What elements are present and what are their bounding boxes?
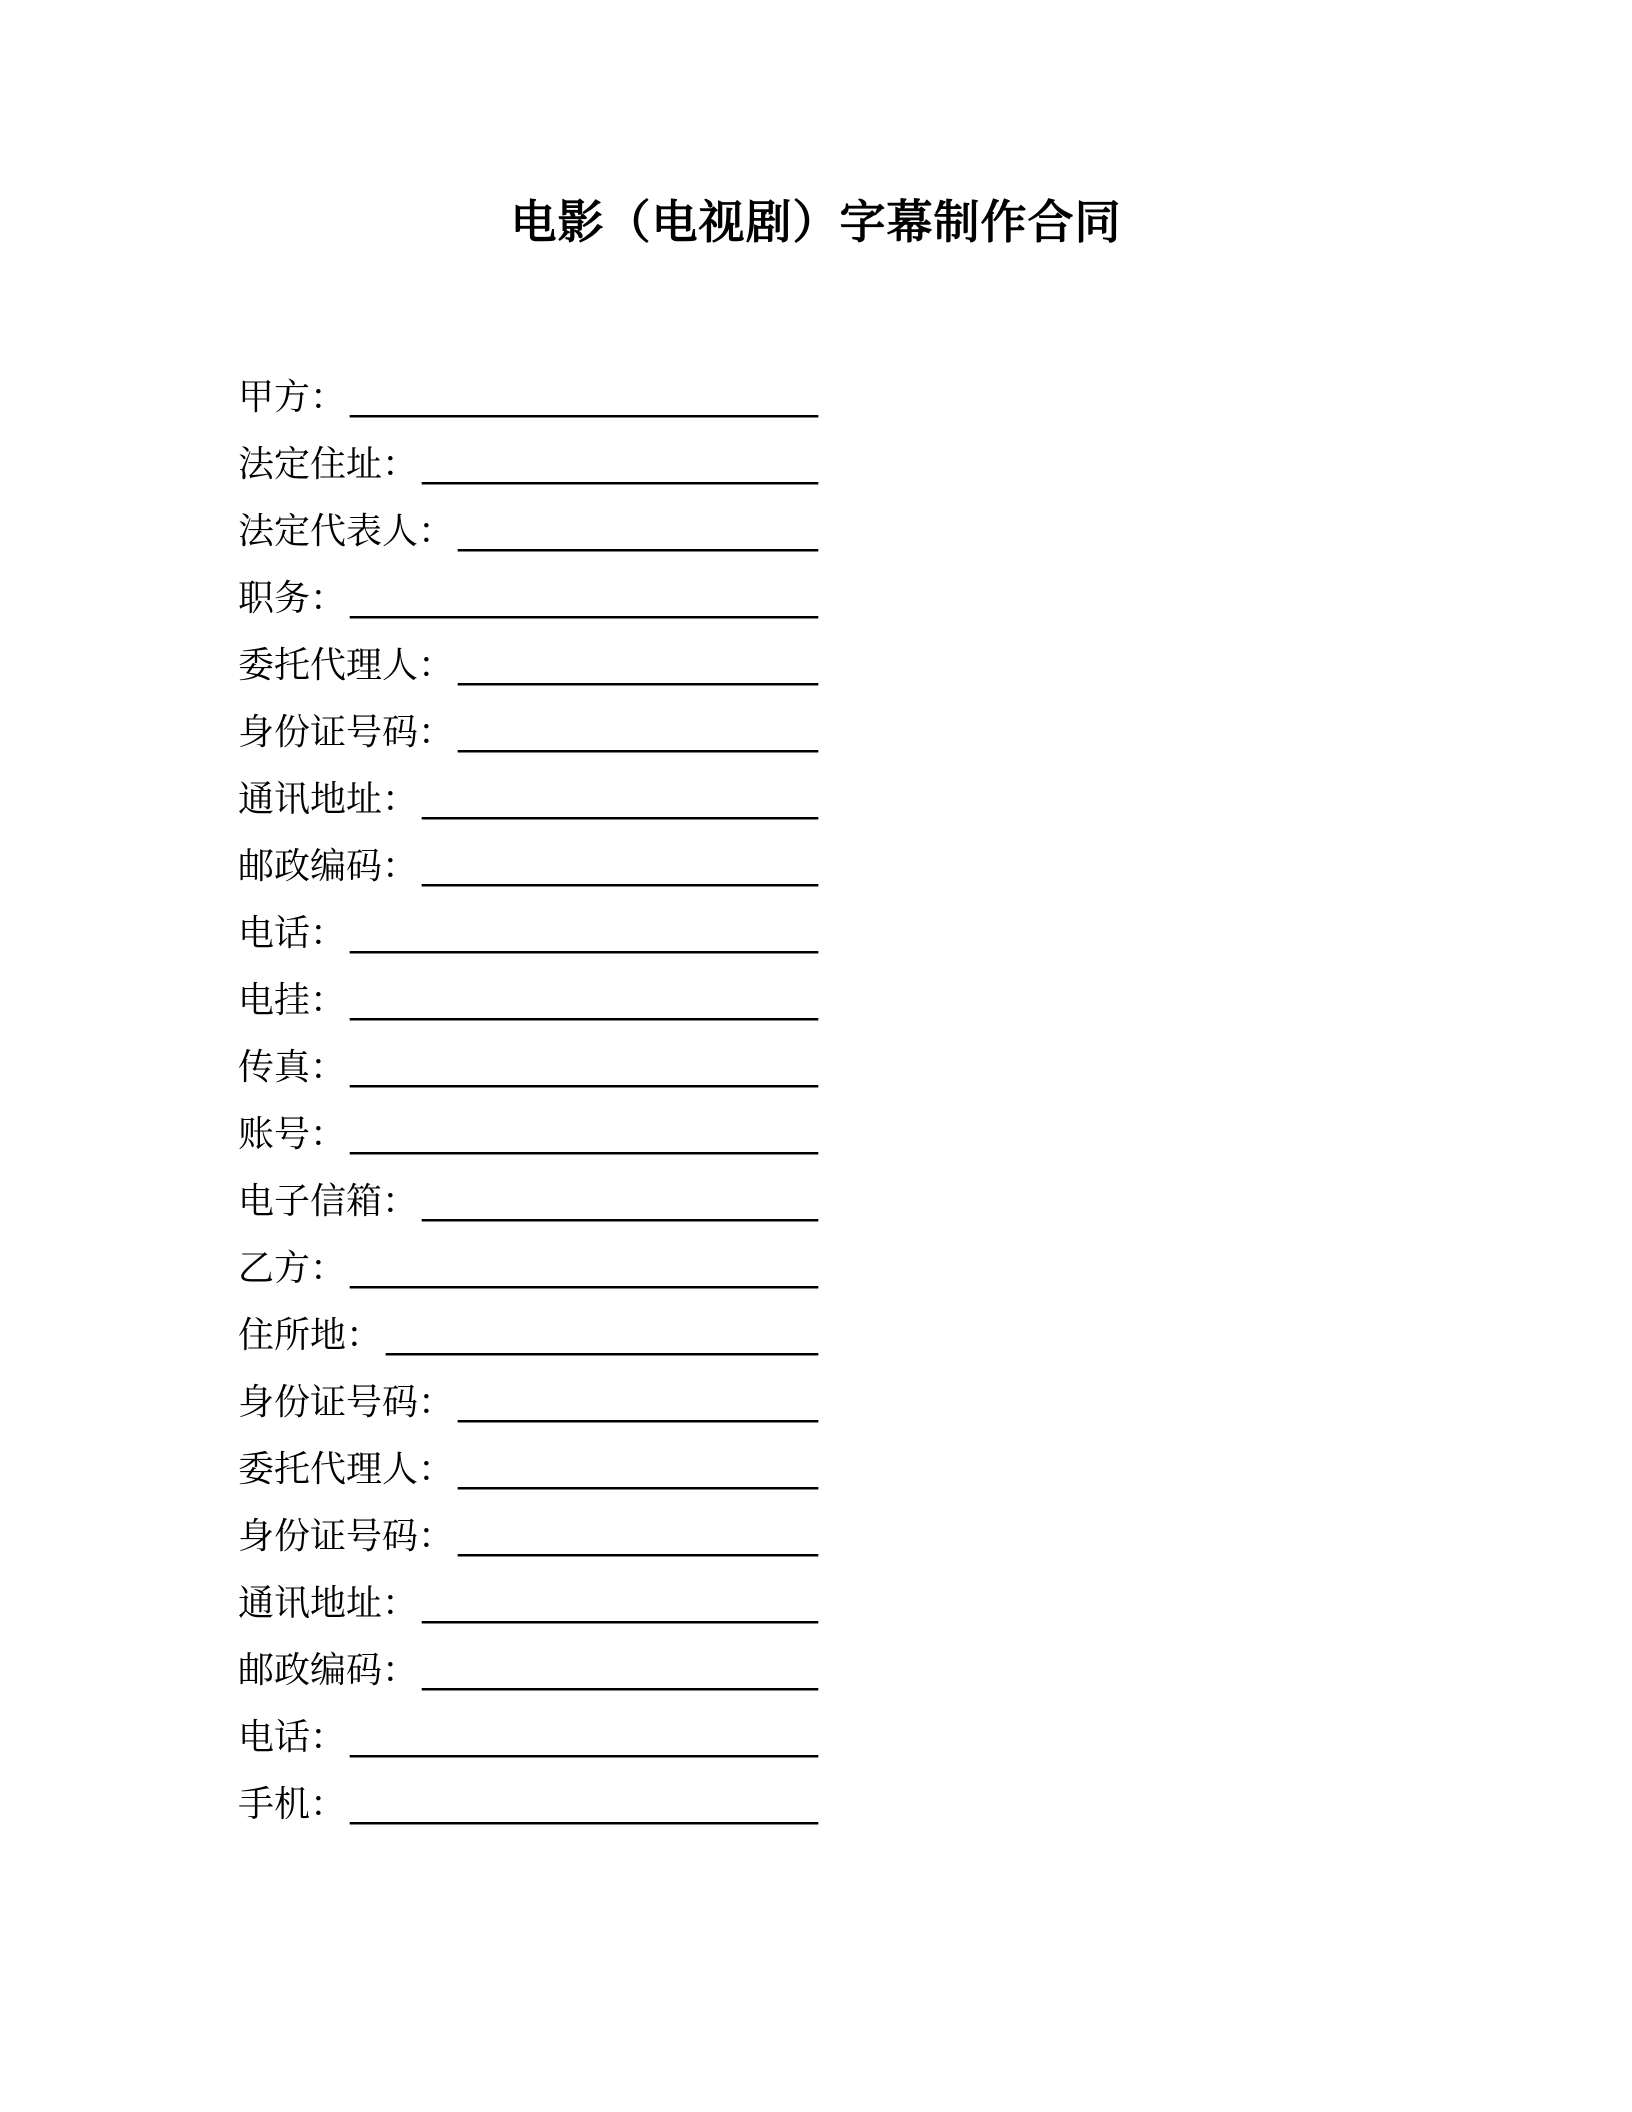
fill-in-blank: __________________________ (350, 1783, 819, 1825)
field-label: 法定代表人： (238, 510, 455, 552)
fill-in-blank: ____________________ (458, 644, 819, 686)
field-label: 电话： (238, 1716, 347, 1758)
field-party-b (238, 1235, 1138, 1302)
field-label: 邮政编码： (238, 845, 419, 887)
field-postal-code (238, 1637, 1138, 1704)
document-title: 电影（电视剧）字幕制作合同 (510, 195, 1122, 249)
field-label: 通讯地址： (238, 1582, 419, 1624)
field-label: 电话： (238, 912, 347, 954)
field-label: 通讯地址： (238, 778, 419, 820)
fill-in-blank: ________________________ (386, 1314, 819, 1356)
field-mailing-address (238, 766, 1138, 833)
field-label: 法定住址： (238, 443, 419, 485)
field-party-a (238, 364, 1138, 431)
field-label: 甲方： (238, 376, 347, 418)
field-agent (238, 1436, 1138, 1503)
field-label: 身份证号码： (238, 1381, 455, 1423)
fill-in-blank: __________________________ (350, 1113, 819, 1155)
field-label: 委托代理人： (238, 644, 455, 686)
field-postal-code (238, 833, 1138, 900)
field-label: 电子信箱： (238, 1180, 419, 1222)
field-label: 身份证号码： (238, 711, 455, 753)
fill-in-blank: ______________________ (422, 1582, 819, 1624)
fill-in-blank: ____________________ (458, 711, 819, 753)
field-label: 乙方： (238, 1247, 347, 1289)
field-label: 邮政编码： (238, 1649, 419, 1691)
fill-in-blank: ______________________ (422, 1180, 819, 1222)
field-mailing-address (238, 1570, 1138, 1637)
field-label: 账号： (238, 1113, 347, 1155)
field-account (238, 1101, 1138, 1168)
field-domicile (238, 1302, 1138, 1369)
field-cable (238, 967, 1138, 1034)
field-label: 传真： (238, 1046, 347, 1088)
party-info-fields (238, 364, 1138, 1838)
fill-in-blank: __________________________ (350, 376, 819, 418)
fill-in-blank: __________________________ (350, 912, 819, 954)
field-fax (238, 1034, 1138, 1101)
field-phone (238, 1704, 1138, 1771)
field-agent (238, 632, 1138, 699)
field-id-number (238, 1369, 1138, 1436)
field-position (238, 565, 1138, 632)
fill-in-blank: ____________________ (458, 1448, 819, 1490)
field-email (238, 1168, 1138, 1235)
field-label: 手机： (238, 1783, 347, 1825)
fill-in-blank: ______________________ (422, 443, 819, 485)
field-label: 电挂： (238, 979, 347, 1021)
field-label: 身份证号码： (238, 1515, 455, 1557)
fill-in-blank: ____________________ (458, 510, 819, 552)
fill-in-blank: __________________________ (350, 1046, 819, 1088)
fill-in-blank: ______________________ (422, 845, 819, 887)
field-id-number (238, 699, 1138, 766)
field-id-number (238, 1503, 1138, 1570)
fill-in-blank: __________________________ (350, 1247, 819, 1289)
fill-in-blank: ______________________ (422, 778, 819, 820)
field-legal-representative (238, 498, 1138, 565)
fill-in-blank: ____________________ (458, 1515, 819, 1557)
fill-in-blank: __________________________ (350, 577, 819, 619)
field-mobile (238, 1771, 1138, 1838)
fill-in-blank: ______________________ (422, 1649, 819, 1691)
fill-in-blank: __________________________ (350, 979, 819, 1021)
fill-in-blank: __________________________ (350, 1716, 819, 1758)
field-label: 住所地： (238, 1314, 383, 1356)
field-label: 委托代理人： (238, 1448, 455, 1490)
field-legal-address (238, 431, 1138, 498)
field-label: 职务： (238, 577, 347, 619)
fill-in-blank: ____________________ (458, 1381, 819, 1423)
field-phone (238, 900, 1138, 967)
